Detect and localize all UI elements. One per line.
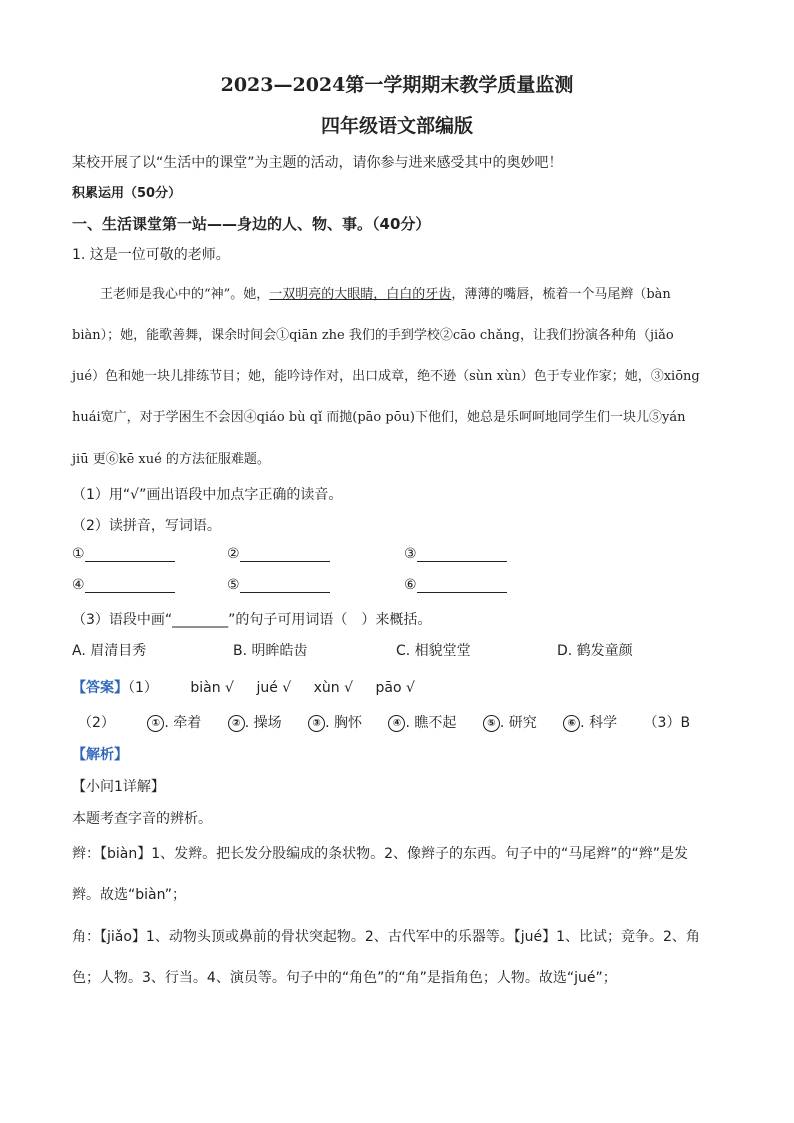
blank-mark: ③ <box>404 546 417 562</box>
page-title: 2023—2024第一学期期末教学质量监测 <box>220 74 574 96</box>
sub-question-3: （3）语段中画“________”的句子可用词语（ ）来概括。 <box>72 612 432 628</box>
answer-2-item: ② . 操场 <box>228 715 282 731</box>
blank-mark: ① <box>72 546 85 562</box>
jiao-explanation-1: 角：【jiǎo】1、动物头顶或鼻前的骨状突起物。2、古代军中的乐器等。【jué】1、比试；竞争。2、角 <box>72 929 700 945</box>
blank-row-1c <box>404 546 507 562</box>
underlined-sentence: 一双明亮的大眼睛，白白的牙齿 <box>269 287 452 302</box>
answer-2-item: ⑤ . 研究 <box>483 715 537 731</box>
answer-blank[interactable] <box>85 547 175 562</box>
option-b[interactable]: B. 明眸皓齿 <box>233 643 308 659</box>
bian-explanation-1: 辫：【biàn】1、发辫。把长发分股编成的条状物。2、像辫子的东西。句子中的“马尾辫”的“辫”是发 <box>72 846 689 862</box>
option-c[interactable]: C. 相貌堂堂 <box>396 643 471 659</box>
passage-text: 王老师是我心中的“神”。她， <box>100 287 270 302</box>
answer-1-item: pāo √ <box>375 680 415 696</box>
section-label: 积累运用（50分） <box>72 186 182 201</box>
answer-2-item: ⑥ . 科学 <box>563 715 617 731</box>
answer-2-item: ① . 牵着 <box>147 715 201 731</box>
blank-row-1b <box>227 546 330 562</box>
blank-mark: ⑤ <box>227 577 240 593</box>
answer-blank[interactable] <box>417 578 507 593</box>
blank-mark: ④ <box>72 577 85 593</box>
answer-blank[interactable] <box>417 547 507 562</box>
answer-2-item: ③ . 胸怀 <box>308 715 362 731</box>
blank-row-1 <box>72 546 175 562</box>
answer-1-item: biàn √ <box>190 680 234 696</box>
answer-blank[interactable] <box>240 578 330 593</box>
sub-question-2: （2）读拼音，写词语。 <box>72 518 221 534</box>
detail-label: 【小问1详解】 <box>72 779 165 795</box>
option-d[interactable]: D. 鹤发童颜 <box>557 643 633 659</box>
passage-line-5: jiū 更⑥kē xué 的方法征服难题。 <box>72 452 270 467</box>
detail-intro: 本题考查字音的辨析。 <box>72 811 212 827</box>
answer-blank[interactable] <box>85 578 175 593</box>
blank-mark: ② <box>227 546 240 562</box>
answer-row-1 <box>72 677 415 697</box>
answer-row-2 <box>78 712 690 732</box>
part-heading: 一、生活课堂第一站——身边的人、物、事。（40分） <box>72 215 431 233</box>
answer-label: 【答案】 <box>72 680 128 696</box>
blank-row-2 <box>72 577 175 593</box>
answer-2-prefix: （2） <box>78 715 115 731</box>
answer-1-item: xùn √ <box>313 680 354 696</box>
passage-line-4: huái宽广，对于学困生不会因④qiáo bù qǐ 而抛(pāo pōu)下他们，她总是乐呵呵地同学生们一块儿⑤yán <box>72 410 686 425</box>
passage-line-2: biàn）；她，能歌善舞，课余时间会①qiān zhe 我们的手到学校②cāo chǎng，让我们扮演各种角（jiǎo <box>72 328 674 343</box>
intro-text: 某校开展了以“生活中的课堂”为主题的活动，请你参与进来感受其中的奥妙吧！ <box>72 155 563 171</box>
jiao-explanation-2: 色；人物。3、行当。4、演员等。句子中的“角色”的“角”是指角色；人物。故选“jué”； <box>72 970 617 986</box>
page-subtitle: 四年级语文部编版 <box>320 115 473 137</box>
analysis-label: 【解析】 <box>72 747 128 763</box>
answer-1-item: jué √ <box>256 680 292 696</box>
passage-line-1 <box>100 283 671 302</box>
passage-line-3: jué）色和她一块儿排练节目；她，能吟诗作对，出口成章，绝不逊（sùn xùn）色于专业作家；她，③xiōng <box>72 369 700 384</box>
sub-question-1: （1）用“√”画出语段中加点字正确的读音。 <box>72 487 343 503</box>
blank-row-2c <box>404 577 507 593</box>
answer-3: （3）B <box>643 715 691 731</box>
answer-2-item: ④ . 瞧不起 <box>388 715 456 731</box>
option-a[interactable]: A. 眉清目秀 <box>72 643 147 659</box>
question-1-stem: 1. 这是一位可敬的老师。 <box>72 247 230 263</box>
answer-blank[interactable] <box>240 547 330 562</box>
blank-mark: ⑥ <box>404 577 417 593</box>
passage-text: ，薄薄的嘴唇，梳着一个马尾辫（bàn <box>451 287 671 302</box>
bian-explanation-2: 辫。故选“biàn”； <box>72 887 186 903</box>
answer-1-prefix: （1） <box>128 680 158 696</box>
blank-row-2b <box>227 577 330 593</box>
